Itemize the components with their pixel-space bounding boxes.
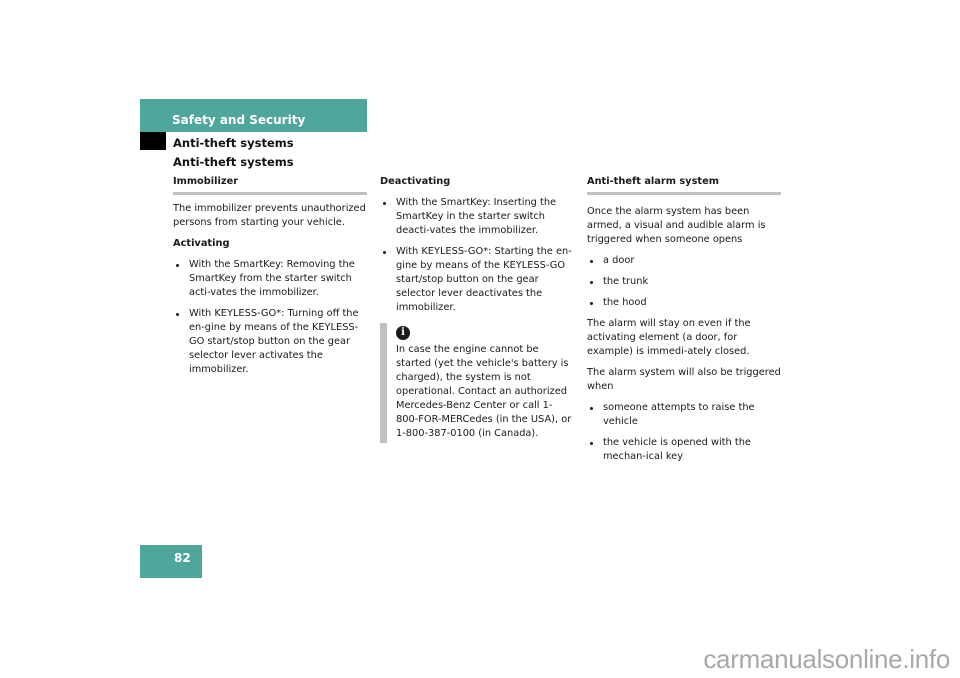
immobilizer-intro: The immobilizer prevents unauthorized persons from starting your vehicle. bbox=[173, 203, 366, 228]
deactivating-label: Deactivating bbox=[380, 176, 451, 187]
info-note-text: In case the engine cannot be started (yet the vehicle's battery is charged), the system is not operational. Contact an authorized Mercedes-Benz Center or call 1-800-FOR-MERCedes (in the USA), or 1-800-387-0100 (in Canada). bbox=[396, 344, 572, 439]
immobilizer-column bbox=[173, 175, 367, 377]
list-item: someone attempts to raise the vehicle bbox=[587, 401, 781, 429]
alarm-stay-on: The alarm will stay on even if the activating element (a door, for example) is immedi-ately closed. bbox=[587, 318, 751, 357]
list-item: With the SmartKey: Inserting the SmartKey in the starter switch deacti-vates the immobilizer. bbox=[380, 196, 573, 238]
list-item: the hood bbox=[587, 296, 781, 310]
info-icon: i bbox=[396, 326, 410, 340]
alarm-intro: Once the alarm system has been armed, a visual and audible alarm is triggered when someone opens bbox=[587, 206, 766, 245]
list-item: With KEYLESS-GO*: Turning off the en-gine by means of the KEYLESS-GO start/stop button on the gear selector lever activates the immobilizer. bbox=[173, 307, 367, 377]
section-title: Safety and Security bbox=[172, 113, 306, 127]
list-item: a door bbox=[587, 254, 781, 268]
list-item: With the SmartKey: Removing the SmartKey from the starter switch acti-vates the immobilizer. bbox=[173, 258, 367, 300]
subchapter-title: Anti-theft systems bbox=[173, 155, 294, 169]
section-tab bbox=[140, 99, 367, 132]
chapter-marker bbox=[140, 132, 166, 150]
list-item: the trunk bbox=[587, 275, 781, 289]
info-note bbox=[380, 323, 573, 443]
watermark-logo: carmanualsonline.info bbox=[703, 644, 950, 674]
deactivating-column bbox=[380, 175, 573, 443]
page-number: 82 bbox=[140, 545, 202, 578]
list-item: the vehicle is opened with the mechan-ical key bbox=[587, 436, 781, 464]
immobilizer-heading: Immobilizer bbox=[173, 175, 367, 195]
alarm-heading: Anti-theft alarm system bbox=[587, 175, 781, 195]
chapter-title: Anti-theft systems bbox=[173, 136, 294, 150]
alarm-column bbox=[587, 175, 781, 464]
activating-label: Activating bbox=[173, 238, 230, 249]
list-item: With KEYLESS-GO*: Starting the en-gine by means of the KEYLESS-GO start/stop button on the gear selector lever deactivates the immobilizer. bbox=[380, 245, 573, 315]
alarm-also-triggered: The alarm system will also be triggered when bbox=[587, 367, 781, 392]
